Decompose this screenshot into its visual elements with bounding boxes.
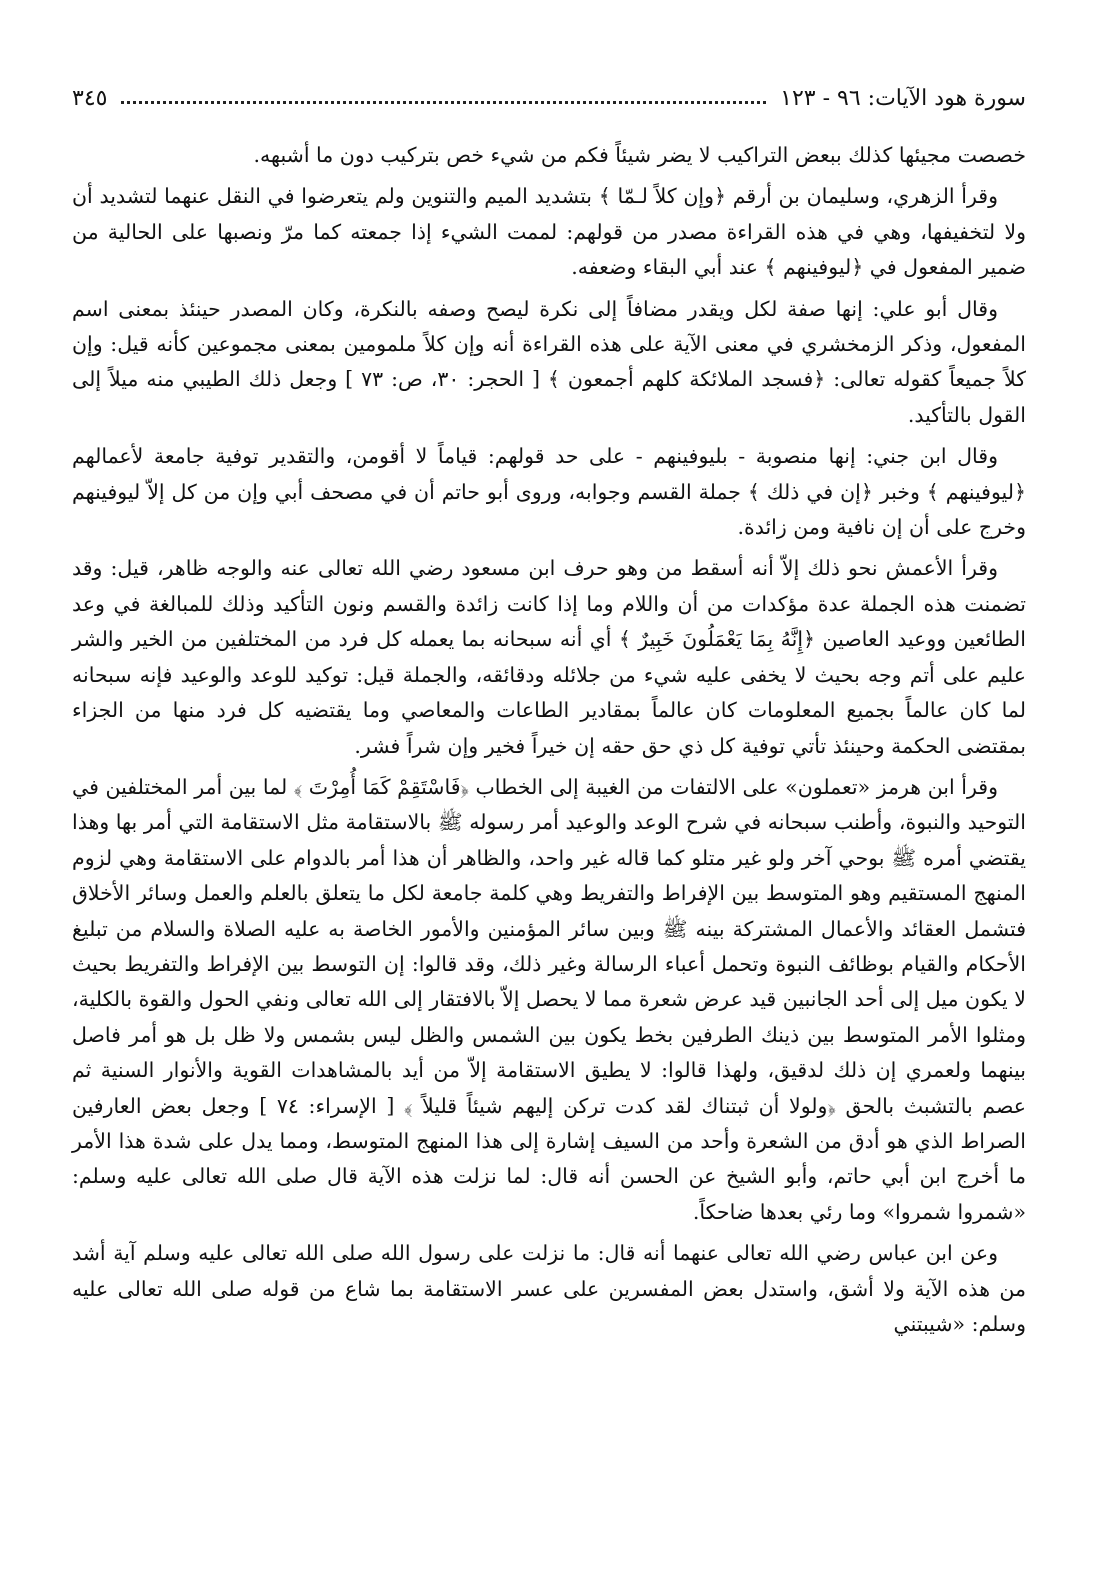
paragraph-ibn-hurmuz-istiqama: وقرأ ابن هرمز «تعملون» على الالتفات من الغيبة إلى الخطاب ﴿فَاسْتَقِمْ كَمَا أُمِرْتَ ﴾ لما بين أمر المختلفين في التوحيد والنبوة، وأطنب سبحانه في شرح الوعد والوعيد أمر رسوله ﷺ بالاستقامة مثل الاستقامة التي أمر بها وهذا يقتضي أمره ﷺ بوحي آخر ولو غير متلو كما قاله غير واحد، والظاهر أن هذا أمر بالدوام على الاستقامة وهي لزوم المنهج المستقيم وهو المتوسط بين الإفراط والتفريط وهي كلمة جامعة لكل ما يتعلق بالعلم والعمل وسائر الأخلاق فتشمل العقائد والأعمال المشتركة بينه ﷺ وبين سائر المؤمنين والأمور الخاصة به عليه الصلاة والسلام من تبليغ الأحكام والقيام بوظائف النبوة وتحمل أعباء الرسالة وغير ذلك، وقد قالوا: إن التوسط بين الإفراط والتفريط بحيث لا يكون ميل إلى أحد الجانبين قيد عرض شعرة مما لا يحصل إلاّ بالافتقار إلى الله تعالى ونفي الحول والقوة بالكلية، ومثلوا الأمر المتوسط بين ذينك الطرفين بخط يكون بين الشمس والظل ليس بشمس ولا ظل بل هو أمر فاصل بينهما ولعمري إن ذلك لدقيق، ولهذا قالوا: لا يطيق الاستقامة إلاّ من أيد بالمشاهدات القوية والأنوار السنية ثم عصم بالتشبث بالحق ﴿ولولا أن ثبتناك لقد كدت تركن إليهم شيئاً قليلاً ﴾ [ الإسراء: ٧٤ ] وجعل بعض العارفين الصراط الذي هو أدق من الشعرة وأحد من السيف إشارة إلى هذا المنهج المتوسط، ومما يدل على شدة هذا الأمر ما أخرج ابن أبي حاتم، وأبو الشيخ عن الحسن أنه قال: لما نزلت هذه الآية قال صلى الله تعالى عليه وسلم: «شمروا شمروا» وما رئي بعدها ضاحكاً. xyxy=(72,774,1026,1224)
paragraph-zuhri-reading: وقرأ الزهري، وسليمان بن أرقم ﴿وإن كلاً لـمّا ﴾ بتشديد الميم والتنوين ولم يتعرضوا في النقل عنهما لتشديد أن ولا لتخفيفها، وهي في هذه القراءة مصدر من قولهم: لممت الشيء إذا جمعته كما مرّ ونصبها على الحالية من ضمير المفعول في ﴿ليوفينهم ﴾ عند أبي البقاء وضعفه. xyxy=(72,184,1026,280)
paragraph-abu-ali: وقال أبو علي: إنها صفة لكل ويقدر مضافاً إلى نكرة ليصح وصفه بالنكرة، وكان المصدر حينئذ بمعنى اسم المفعول، وذكر الزمخشري في معنى الآية على هذه القراءة أنه وإن كلاً ملمومين بمعنى مجموعين كأنه قيل: وإن كلاً جميعاً كقوله تعالى: ﴿فسجد الملائكة كلهم أجمعون ﴾ [ الحجر: ٣٠، ص: ٧٣ ] وجعل ذلك الطيبي منه ميلاً إلى القول بالتأكيد. xyxy=(72,296,1027,427)
paragraph-amash-reading: وقرأ الأعمش نحو ذلك إلاّ أنه أسقط من وهو حرف ابن مسعود رضي الله تعالى عنه والوجه ظاهر، قيل: وقد تضمنت هذه الجملة عدة مؤكدات من أن واللام وما إذا كانت زائدة والقسم ونون التأكيد وذلك للمبالغة في وعد الطائعين ووعيد العاصين ﴿إِنَّهُ بِمَا يَعْمَلُونَ خَبِيرٌ ﴾ أي أنه سبحانه بما يعمله كل فرد من المختلفين من الخير والشر عليم على أتم وجه بحيث لا يخفى عليه شيء من جلائله ودقائقه، والجملة قيل: توكيد للوعد والوعيد فإنه سبحانه لما كان عالماً بجميع المعلومات كان عالماً بمقادير الطاعات والمعاصي وما يقتضيه كل فرد منها من الجزاء بمقتضى الحكمة وحينئذ تأتي توفية كل ذي حق حقه إن خيراً فخير وإن شراً فشر. xyxy=(72,556,1026,758)
paragraph-ibn-abbas: وعن ابن عباس رضي الله تعالى عنهما أنه قال: ما نزلت على رسول الله صلى الله تعالى عليه وسلم آية أشد من هذه الآية ولا أشق، واستدل بعض المفسرين على عسر الاستقامة بما شاع من قوله صلى الله تعالى عليه وسلم: «شيبتني xyxy=(72,1241,1026,1336)
header-dot-leader xyxy=(121,101,766,104)
running-header xyxy=(72,78,1026,118)
paragraph-ibn-jinni: وقال ابن جني: إنها منصوبة - بليوفينهم - على حد قولهم: قياماً لا أقومن، والتقدير توفية جامعة لأعمالهم ﴿ليوفينهم ﴾ وخبر ﴿إن في ذلك ﴾ جملة القسم وجوابه، وروى أبو حاتم أن في مصحف أبي وإن من كل إلاّ ليوفينهم وخرج على أن إن نافية ومن زائدة. xyxy=(72,444,1026,540)
surah-title: سورة هود الآيات: ٩٦ - ١٢٣ xyxy=(780,85,1026,111)
page-number: ٣٤٥ xyxy=(72,85,108,111)
paragraph-continuation: خصصت مجيئها كذلك ببعض التراكيب لا يضر شيئاً فكم من شيء خص بتركيب دون ما أشبهه. xyxy=(253,143,1026,167)
tafsir-body xyxy=(72,138,1026,1348)
